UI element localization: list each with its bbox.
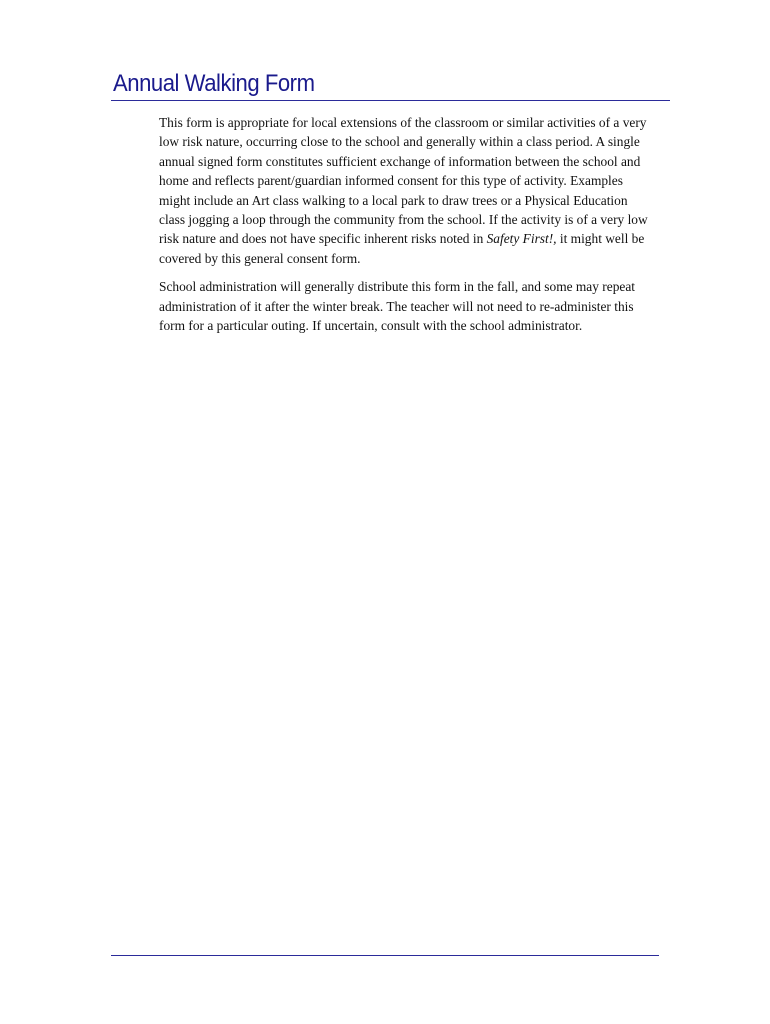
intro-text: This form is appropriate for local extensions of the classroom or similar activities of a very low risk nature, occurring close to the school and generally within a class period. A single annual signed form constitutes sufficient exchange of information between the school and home and reflects parent/guardian informed consent for this type of activity. Examples might include an Art class walking to a local park to draw trees or a Physical Education class jogging a loop through the community from the school. If the activity is of a very low risk nature and does not have specific inherent risks noted in — [159, 115, 648, 247]
document-body — [159, 113, 656, 344]
page-title: Annual Walking Form — [113, 70, 315, 97]
intro-paragraph — [159, 113, 656, 268]
footer-divider — [111, 955, 659, 956]
title-divider — [111, 100, 670, 101]
administration-paragraph: School administration will generally distribute this form in the fall, and some may repeat administration of it after the winter break. The teacher will not need to re-administer this form for a particular outing. If uncertain, consult with the school administrator. — [159, 279, 636, 334]
safety-first-reference: Safety First!, — [486, 231, 557, 247]
intro-text-end: it might well be covered by this general consent form. — [159, 231, 645, 266]
